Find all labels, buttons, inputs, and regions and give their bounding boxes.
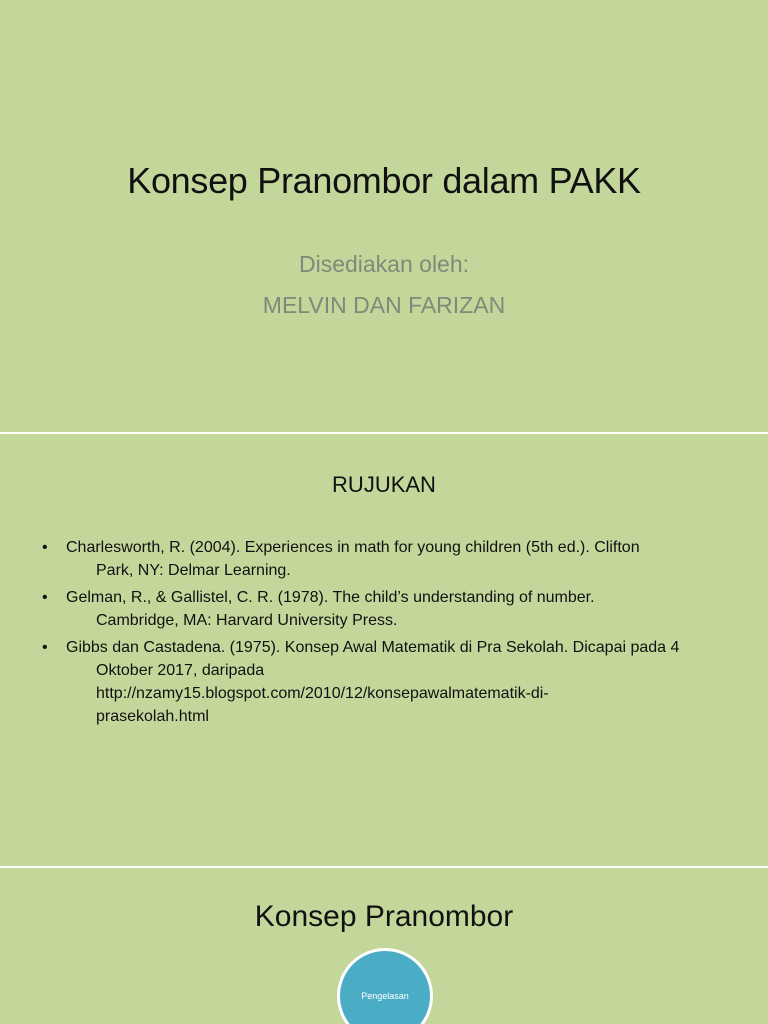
reference-text: Oktober 2017, daripada	[96, 662, 265, 679]
reference-url: prasekolah.html	[96, 708, 209, 725]
reference-text: Cambridge, MA: Harvard University Press.	[96, 612, 398, 629]
references-list	[42, 536, 732, 732]
reference-item	[42, 536, 732, 582]
prepared-by-label: Disediakan oleh:	[298, 251, 470, 277]
reference-text: Charlesworth, R. (2004). Experiences in math for young children (5th ed.). Clifton	[66, 539, 640, 556]
slide-references	[0, 434, 768, 866]
reference-text: Park, NY: Delmar Learning.	[96, 562, 291, 579]
slide-title-heading: Konsep Pranombor dalam PAKK	[127, 160, 641, 201]
slide-concept	[0, 868, 768, 1024]
reference-item	[42, 586, 732, 632]
circle-label: Pengelasan	[361, 991, 409, 1001]
reference-text: Gibbs dan Castadena. (1975). Konsep Awal Matematik di Pra Sekolah. Dicapai pada 4	[66, 639, 680, 656]
reference-text: Gelman, R., & Gallistel, C. R. (1978). The child’s understanding of number.	[66, 589, 595, 606]
bullet-icon: •	[42, 639, 48, 656]
authors-names: MELVIN DAN FARIZAN	[262, 292, 506, 318]
reference-url: http://nzamy15.blogspot.com/2010/12/konsepawalmatematik-di-	[96, 685, 549, 702]
slide-title	[0, 0, 768, 432]
classification-circle	[337, 948, 433, 1024]
bullet-icon: •	[42, 589, 48, 606]
concept-heading: Konsep Pranombor	[254, 900, 514, 933]
references-heading: RUJUKAN	[332, 472, 436, 497]
bullet-icon: •	[42, 539, 48, 556]
reference-item	[42, 636, 732, 728]
